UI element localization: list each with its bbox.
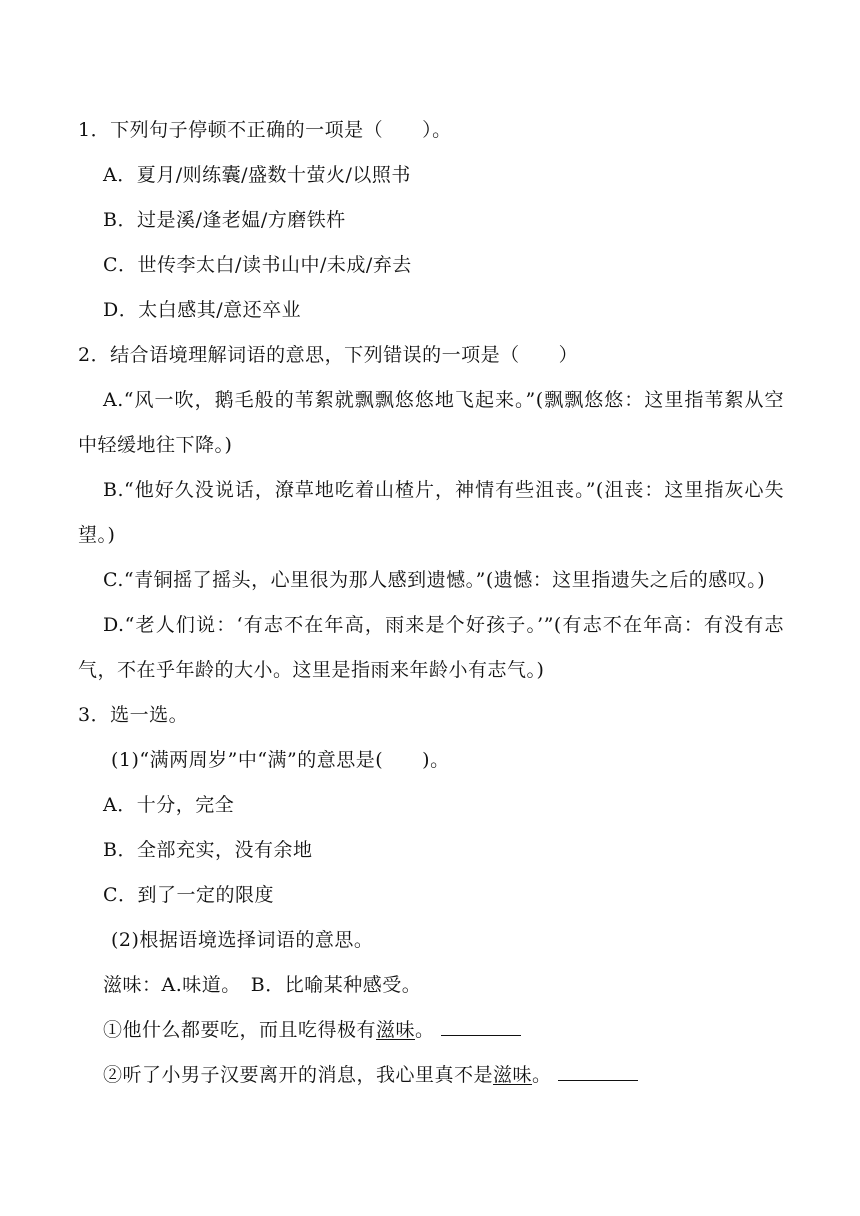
question-2-option-b: B.“他好久没说话，潦草地吃着山楂片，神情有些沮丧。”(沮丧：这里指灰心失望。): [78, 479, 784, 546]
question-3-sub-2: (2)根据语境选择词语的意思。: [111, 929, 374, 951]
worksheet: [78, 108, 784, 1098]
question-2-stem: 2．结合语境理解词语的意思，下列错误的一项是（ ）: [78, 344, 579, 366]
question-3-option-c: C．到了一定的限度: [103, 884, 275, 906]
question-1-option-d: D．太白感其/意还卒业: [103, 299, 302, 321]
question-3-stem: 3．选一选。: [78, 704, 189, 726]
fill-item-2-word: 滋味: [493, 1064, 533, 1086]
fill-item-1-text: ①他什么都要吃，而且吃得极有: [103, 1019, 377, 1041]
question-1-option-c: C．世传李太白/读书山中/未成/弃去: [103, 254, 412, 276]
question-2-option-a: A.“风一吹，鹅毛般的苇絮就飘飘悠悠地飞起来。”(飘飘悠悠：这里指苇絮从空中轻缓地往下降。): [78, 389, 784, 456]
fill-item-2-text: ②听了小男子汉要离开的消息，我心里真不是: [103, 1064, 494, 1086]
question-1-option-b: B．过是溪/逢老媪/方磨铁杵: [103, 209, 346, 231]
question-2-option-d: D.“老人们说：‘有志不在年高，雨来是个好孩子。’”(有志不在年高：有没有志气，不在乎年龄的大小。这里是指雨来年龄小有志气。): [78, 614, 784, 681]
fill-item-2: [78, 1053, 784, 1098]
answer-blank-1[interactable]: [441, 1017, 521, 1036]
fill-item-2-end: 。: [532, 1064, 552, 1086]
answer-blank-2[interactable]: [558, 1062, 638, 1081]
question-1-stem: 1．下列句子停顿不正确的一项是（ ）。: [78, 119, 452, 141]
question-3-option-b: B．全部充实，没有余地: [103, 839, 313, 861]
fill-item-1-end: 。: [415, 1019, 435, 1041]
question-3-option-a: A．十分，完全: [103, 794, 235, 816]
fill-item-1-word: 滋味: [376, 1019, 416, 1041]
fill-item-1: [78, 1008, 784, 1053]
question-1-option-a: A．夏月/则练囊/盛数十萤火/以照书: [103, 164, 411, 186]
word-definitions: 滋味：A.味道。 B．比喻某种感受。: [103, 974, 422, 996]
question-2-option-c: C.“青铜摇了摇头，心里很为那人感到遗憾。”(遗憾：这里指遗失之后的感叹。): [103, 569, 766, 591]
question-3-sub-1: (1)“满两周岁”中“满”的意思是( )。: [111, 749, 450, 771]
